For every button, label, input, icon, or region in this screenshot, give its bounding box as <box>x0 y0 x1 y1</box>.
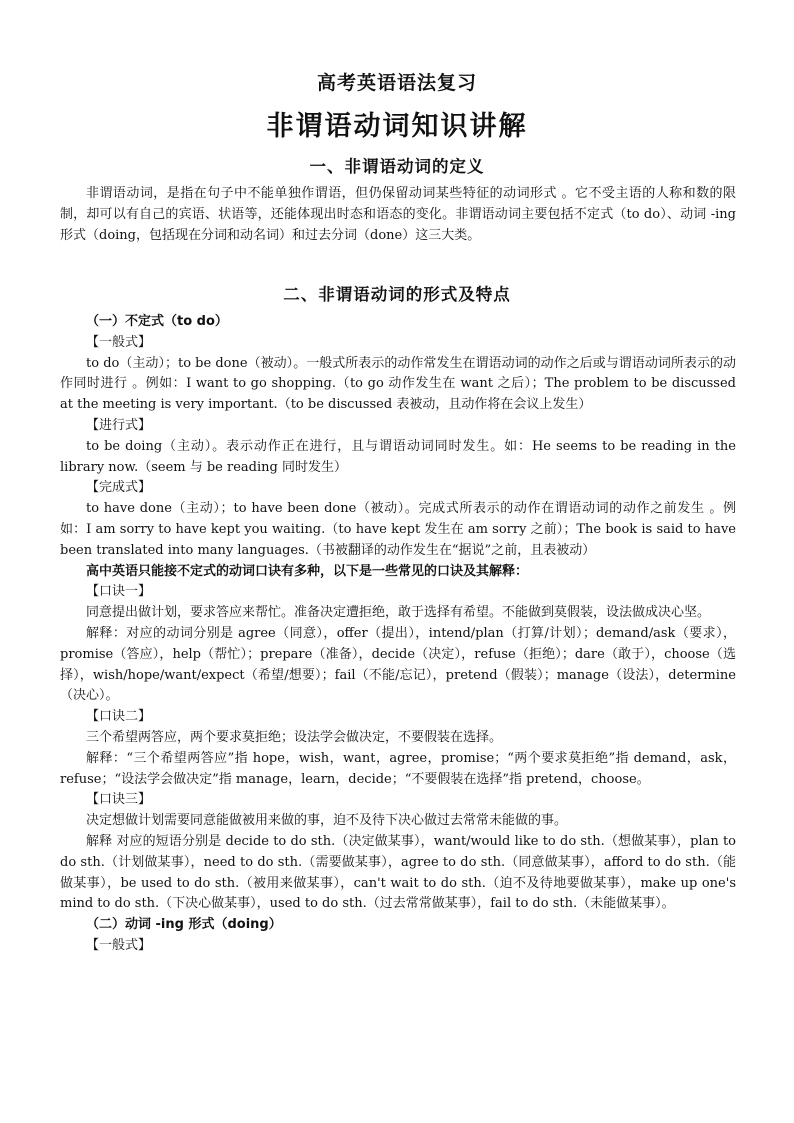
perfect-form-text: to have done（主动）；to have been done（被动）。完成式所表示的动作在谓语动词的动作之前发生 。例如：I am sorry to have kept you waiting.（to have kept 发生在 am sorry 之前）；The book is said to have been translated into many languages.（书被翻译的动作发生在“据说”之前，且表被动） <box>60 501 736 558</box>
tag-mnemonic-1: 【口诀一】 <box>86 584 152 600</box>
tag-progressive-form: 【进行式】 <box>86 417 152 433</box>
series-title: 高考英语语法复习 <box>316 72 477 94</box>
mnemonic-intro: 高中英语只能接不定式的动词口诀有多种，以下是一些常见的口诀及其解释： <box>86 563 529 579</box>
section1-heading: 一、非谓语动词的定义 <box>309 157 485 176</box>
subsection-infinitive: （一）不定式（to do） <box>86 314 228 329</box>
tag-mnemonic-2: 【口诀二】 <box>86 709 152 725</box>
tag-general-form: 【一般式】 <box>86 334 152 350</box>
main-title: 非谓语动词知识讲解 <box>266 111 528 142</box>
definition-paragraph: 非谓语动词，是指在句子中不能单独作谓语，但仍保留动词某些特征的动词形式 。它不受主语的人称和数的限制，却可以有自己的宾语、状语等，还能体现出时态和语态的变化。非谓语动词主要包括不定式（to do）、动词 -ing 形式（doing，包括现在分词和动名词）和过去分词（done）这三大类。 <box>60 186 736 243</box>
section2-body <box>60 312 736 957</box>
tag-perfect-form: 【完成式】 <box>86 480 152 496</box>
subsection-ing-form: （二）动词 -ing 形式（doing） <box>86 917 282 933</box>
mnemonic-2-explanation: 解释：“三个希望两答应”指 hope，wish，want，agree，promise；“两个要求莫拒绝”指 demand，ask，refuse；“设法学会做决定”指 manage，learn，decide；“不要假装在选择”指 pretend，choose。 <box>60 750 736 787</box>
general-form-text: to do（主动）；to be done（被动）。一般式所表示的动作常发生在谓语动词的动作之后或与谓语动词所表示的动作同时进行 。例如：I want to go shopping.（to go 动作发生在 want 之后）；The problem to be discussed at the meeting is very important.（to be discussed 表被动，且动作将在会议上发生） <box>60 355 736 413</box>
mnemonic-1-explanation: 解释：对应的动词分别是 agree（同意），offer（提出），intend/plan（打算/计划）；demand/ask（要求），promise（答应），help（帮忙）；prepare（准备），decide（决定），refuse（拒绝）；dare（敢于），choose（选择），wish/hope/want/expect（希望/想要）；fail（不能/忘记），pretend（假装）；manage（设法），determine（决心）。 <box>60 625 736 704</box>
section2-heading: 二、非谓语动词的形式及特点 <box>283 285 511 304</box>
mnemonic-3-text: 决定想做计划需要同意能做被用来做的事，迫不及待下决心做过去常常未能做的事。 <box>86 813 568 829</box>
mnemonic-1-text: 同意提出做计划，要求答应来帮忙。准备决定遭拒绝，敢于选择有希望。不能做到莫假装，设法做成决心坚。 <box>86 605 711 621</box>
tag-mnemonic-3: 【口诀三】 <box>86 792 152 808</box>
progressive-form-text: to be doing（主动）。表示动作正在进行，且与谓语动词同时发生。如：He seems to be reading in the library now.（seem 与 be reading 同时发生） <box>60 438 736 475</box>
tag-ing-general-form: 【一般式】 <box>86 937 152 953</box>
section1-body <box>60 184 736 246</box>
mnemonic-3-explanation: 解释 对应的短语分别是 decide to do sth.（决定做某事），want/would like to do sth.（想做某事），plan to do sth.（计划做某事），need to do sth.（需要做某事），agree to do sth.（同意做某事），afford to do sth.（能做某事），be used to do sth.（被用来做某事），can't wait to do sth.（迫不及待地要做某事），make up one's mind to do sth.（下决心做某事），used to do sth.（过去常常做某事），fail to do sth.（未能做某事）。 <box>60 833 736 912</box>
mnemonic-2-text: 三个希望两答应，两个要求莫拒绝；设法学会做决定，不要假装在选择。 <box>86 729 503 745</box>
